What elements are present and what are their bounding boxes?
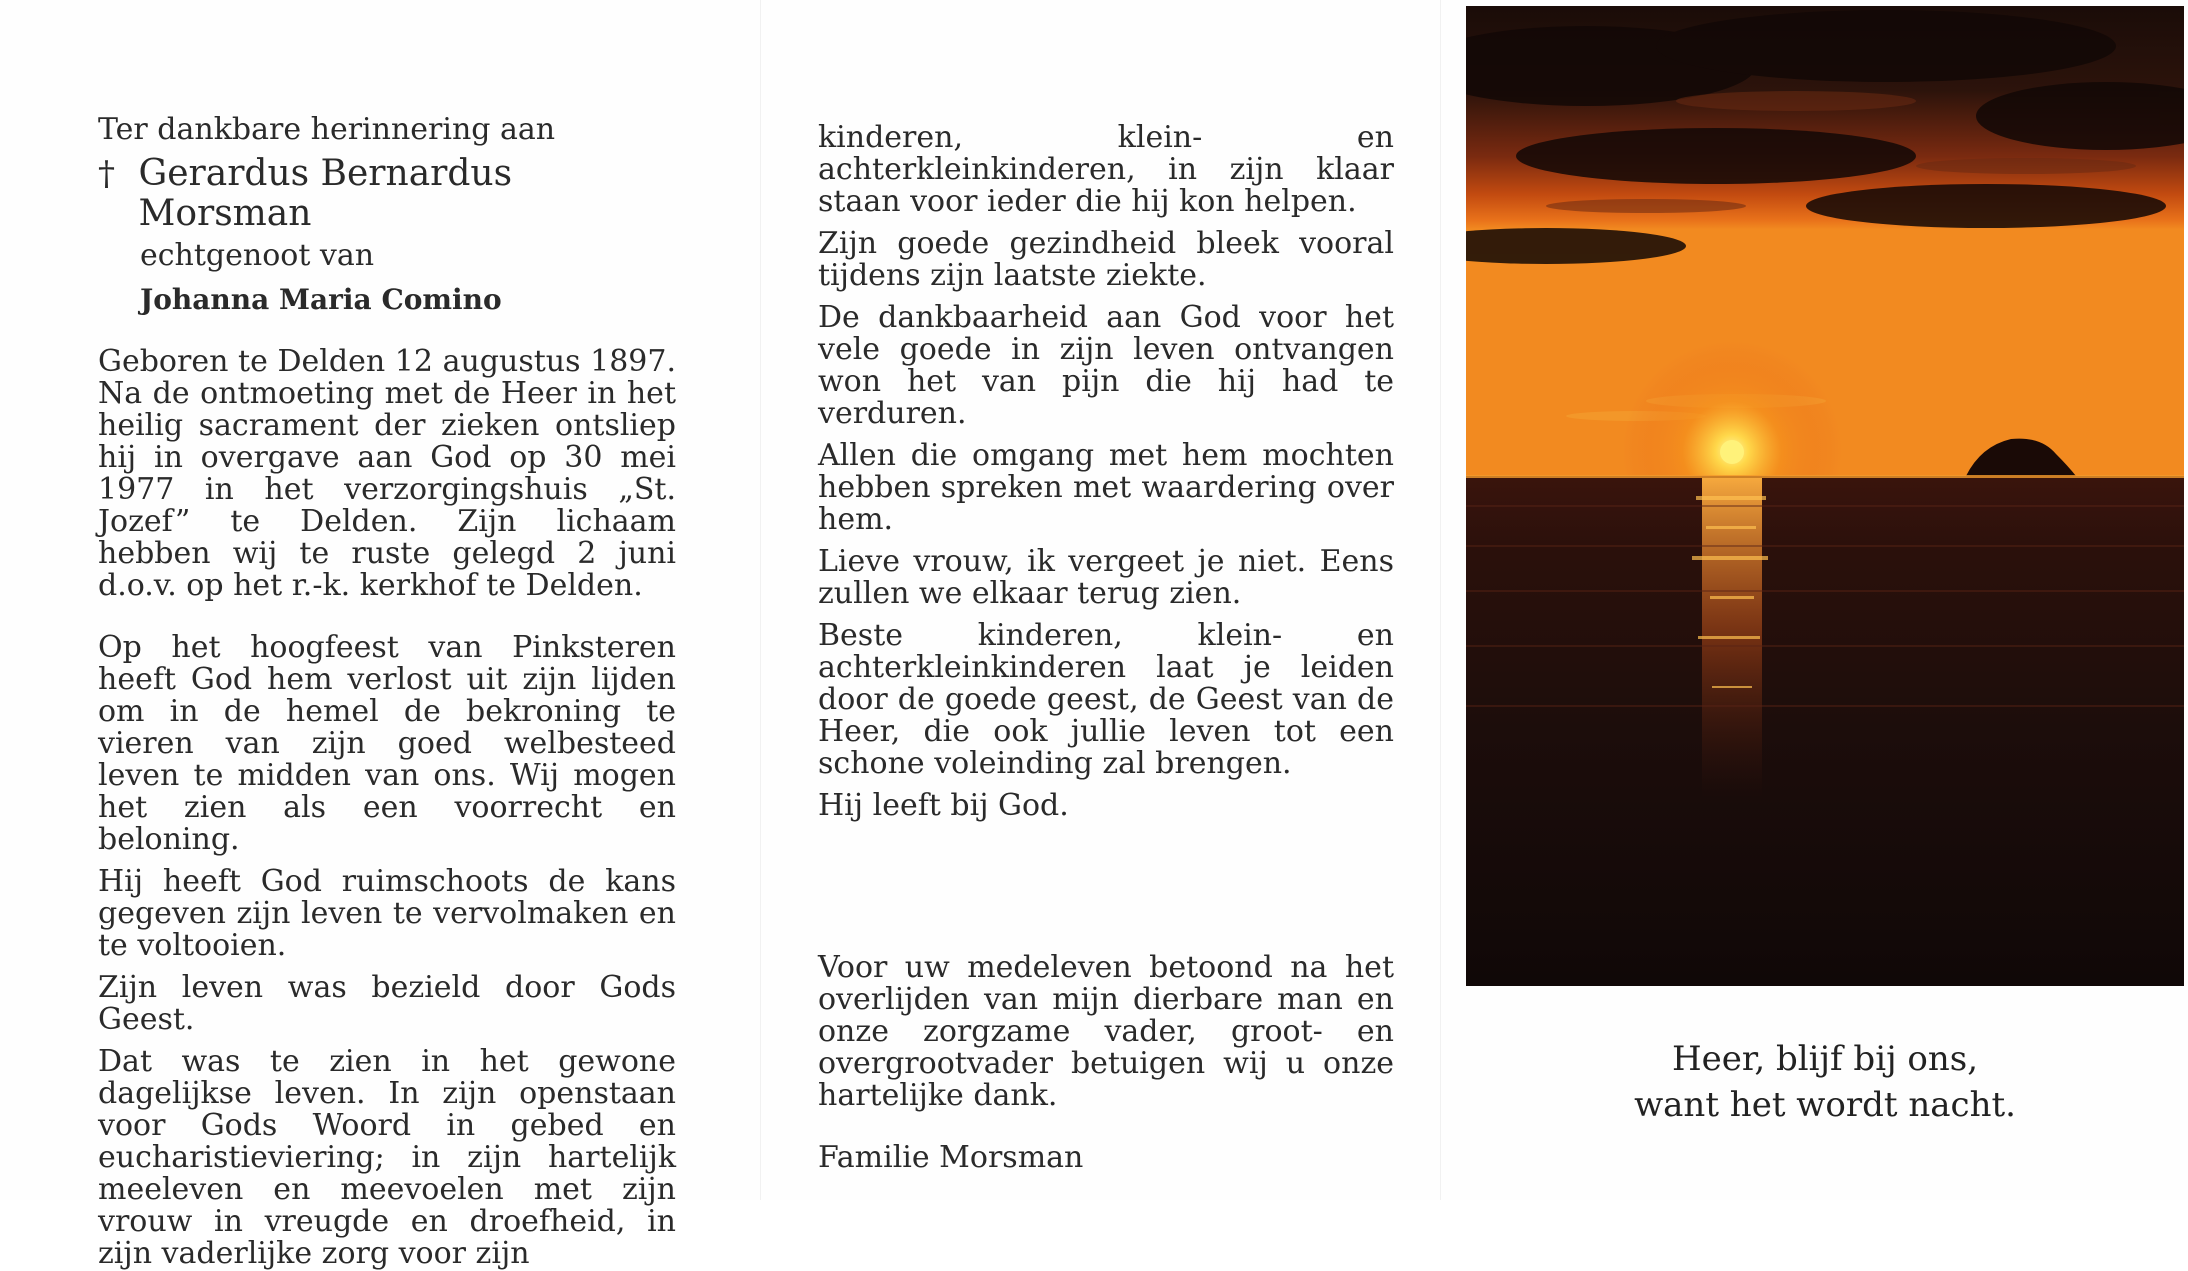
sea (1466, 476, 2184, 986)
thanks-text: Voor uw medeleven betoond na het overlijden van mijn dierbare man en onze zorgzame vader, groot- en overgrootvader betuigen wij u onze hartelijke dank. (818, 950, 1394, 1113)
sun-reflection (1692, 478, 1768, 798)
paragraph: Lieve vrouw, ik vergeet je niet. Eens zullen we elkaar terug zien. (818, 544, 1394, 611)
sunset-photo (1466, 6, 2184, 986)
paragraph: De dankbaarheid aan God voor het vele goede in zijn leven ontvangen won het van pijn die hij had te verduren. (818, 300, 1394, 431)
caption-line: want het wordt nacht. (1634, 1085, 2016, 1125)
spouse-name: Johanna Maria Comino (140, 283, 502, 316)
deceased-name-line (98, 154, 676, 234)
cross-icon: † (98, 154, 115, 194)
paragraph: Geboren te Delden 12 augustus 1897. Na de ontmoeting met de Heer in het heilig sacrament der zieken ontsliep hij in overgave aan God op 30 mei 1977 in het verzorgingshuis „St. Jozef” te Delden. Zijn lichaam hebben wij te ruste gelegd 2 juni d.o.v. op het r.-k. kerkhof te Delden. (98, 344, 676, 603)
paragraph: kinderen, klein- en achterkleinkinderen, in zijn klaar staan voor ieder die hij kon helpen. (818, 120, 1394, 219)
middle-panel (818, 122, 1394, 1174)
paragraph: Hij heeft God ruimschoots de kans gegeven zijn leven te vervolmaken en te voltooien. (98, 864, 676, 963)
fold-line (760, 0, 761, 1200)
paragraph: Zijn goede gezindheid bleek vooral tijdens zijn laatste ziekte. (818, 226, 1394, 293)
fold-line (1440, 0, 1441, 1200)
spouse-label: echtgenoot van (140, 238, 375, 273)
caption-line: Heer, blijf bij ons, (1671, 1039, 1979, 1079)
paragraph: Zijn leven was bezield door Gods Geest. (98, 970, 676, 1037)
paragraph: Beste kinderen, klein- en achterkleinkinderen laat je leiden door de goede geest, de Geest van de Heer, die ook jullie leven tot een schone voleinding zal brengen. (818, 618, 1394, 781)
sunset-illustration (1466, 6, 2184, 986)
intro-line: Ter dankbare herinnering aan (98, 112, 556, 147)
paragraph: Allen die omgang met hem mochten hebben spreken met waardering over hem. (818, 438, 1394, 537)
paragraph: Hij leeft bij God. (818, 788, 1069, 823)
left-panel (98, 114, 676, 1270)
paragraph: Dat was te zien in het gewone dagelijkse leven. In zijn openstaan voor Gods Woord in gebed en eucharistieviering; in zijn hartelijk meeleven en meevoelen met zijn vrouw in vreugde en droefheid, in zijn vaderlijke zorg voor zijn (98, 1044, 676, 1271)
paragraph: Op het hoogfeest van Pinksteren heeft God hem verlost uit zijn lijden om in de hemel de bekroning te vieren van zijn goed welbesteed leven te midden van ons. Wij mogen het zien als een voorrecht en beloning. (98, 630, 676, 857)
deceased-name: Gerardus Bernardus Morsman (138, 153, 513, 234)
sun (1720, 440, 1744, 464)
caption (1466, 1036, 2184, 1128)
signature: Familie Morsman (818, 1140, 1084, 1175)
